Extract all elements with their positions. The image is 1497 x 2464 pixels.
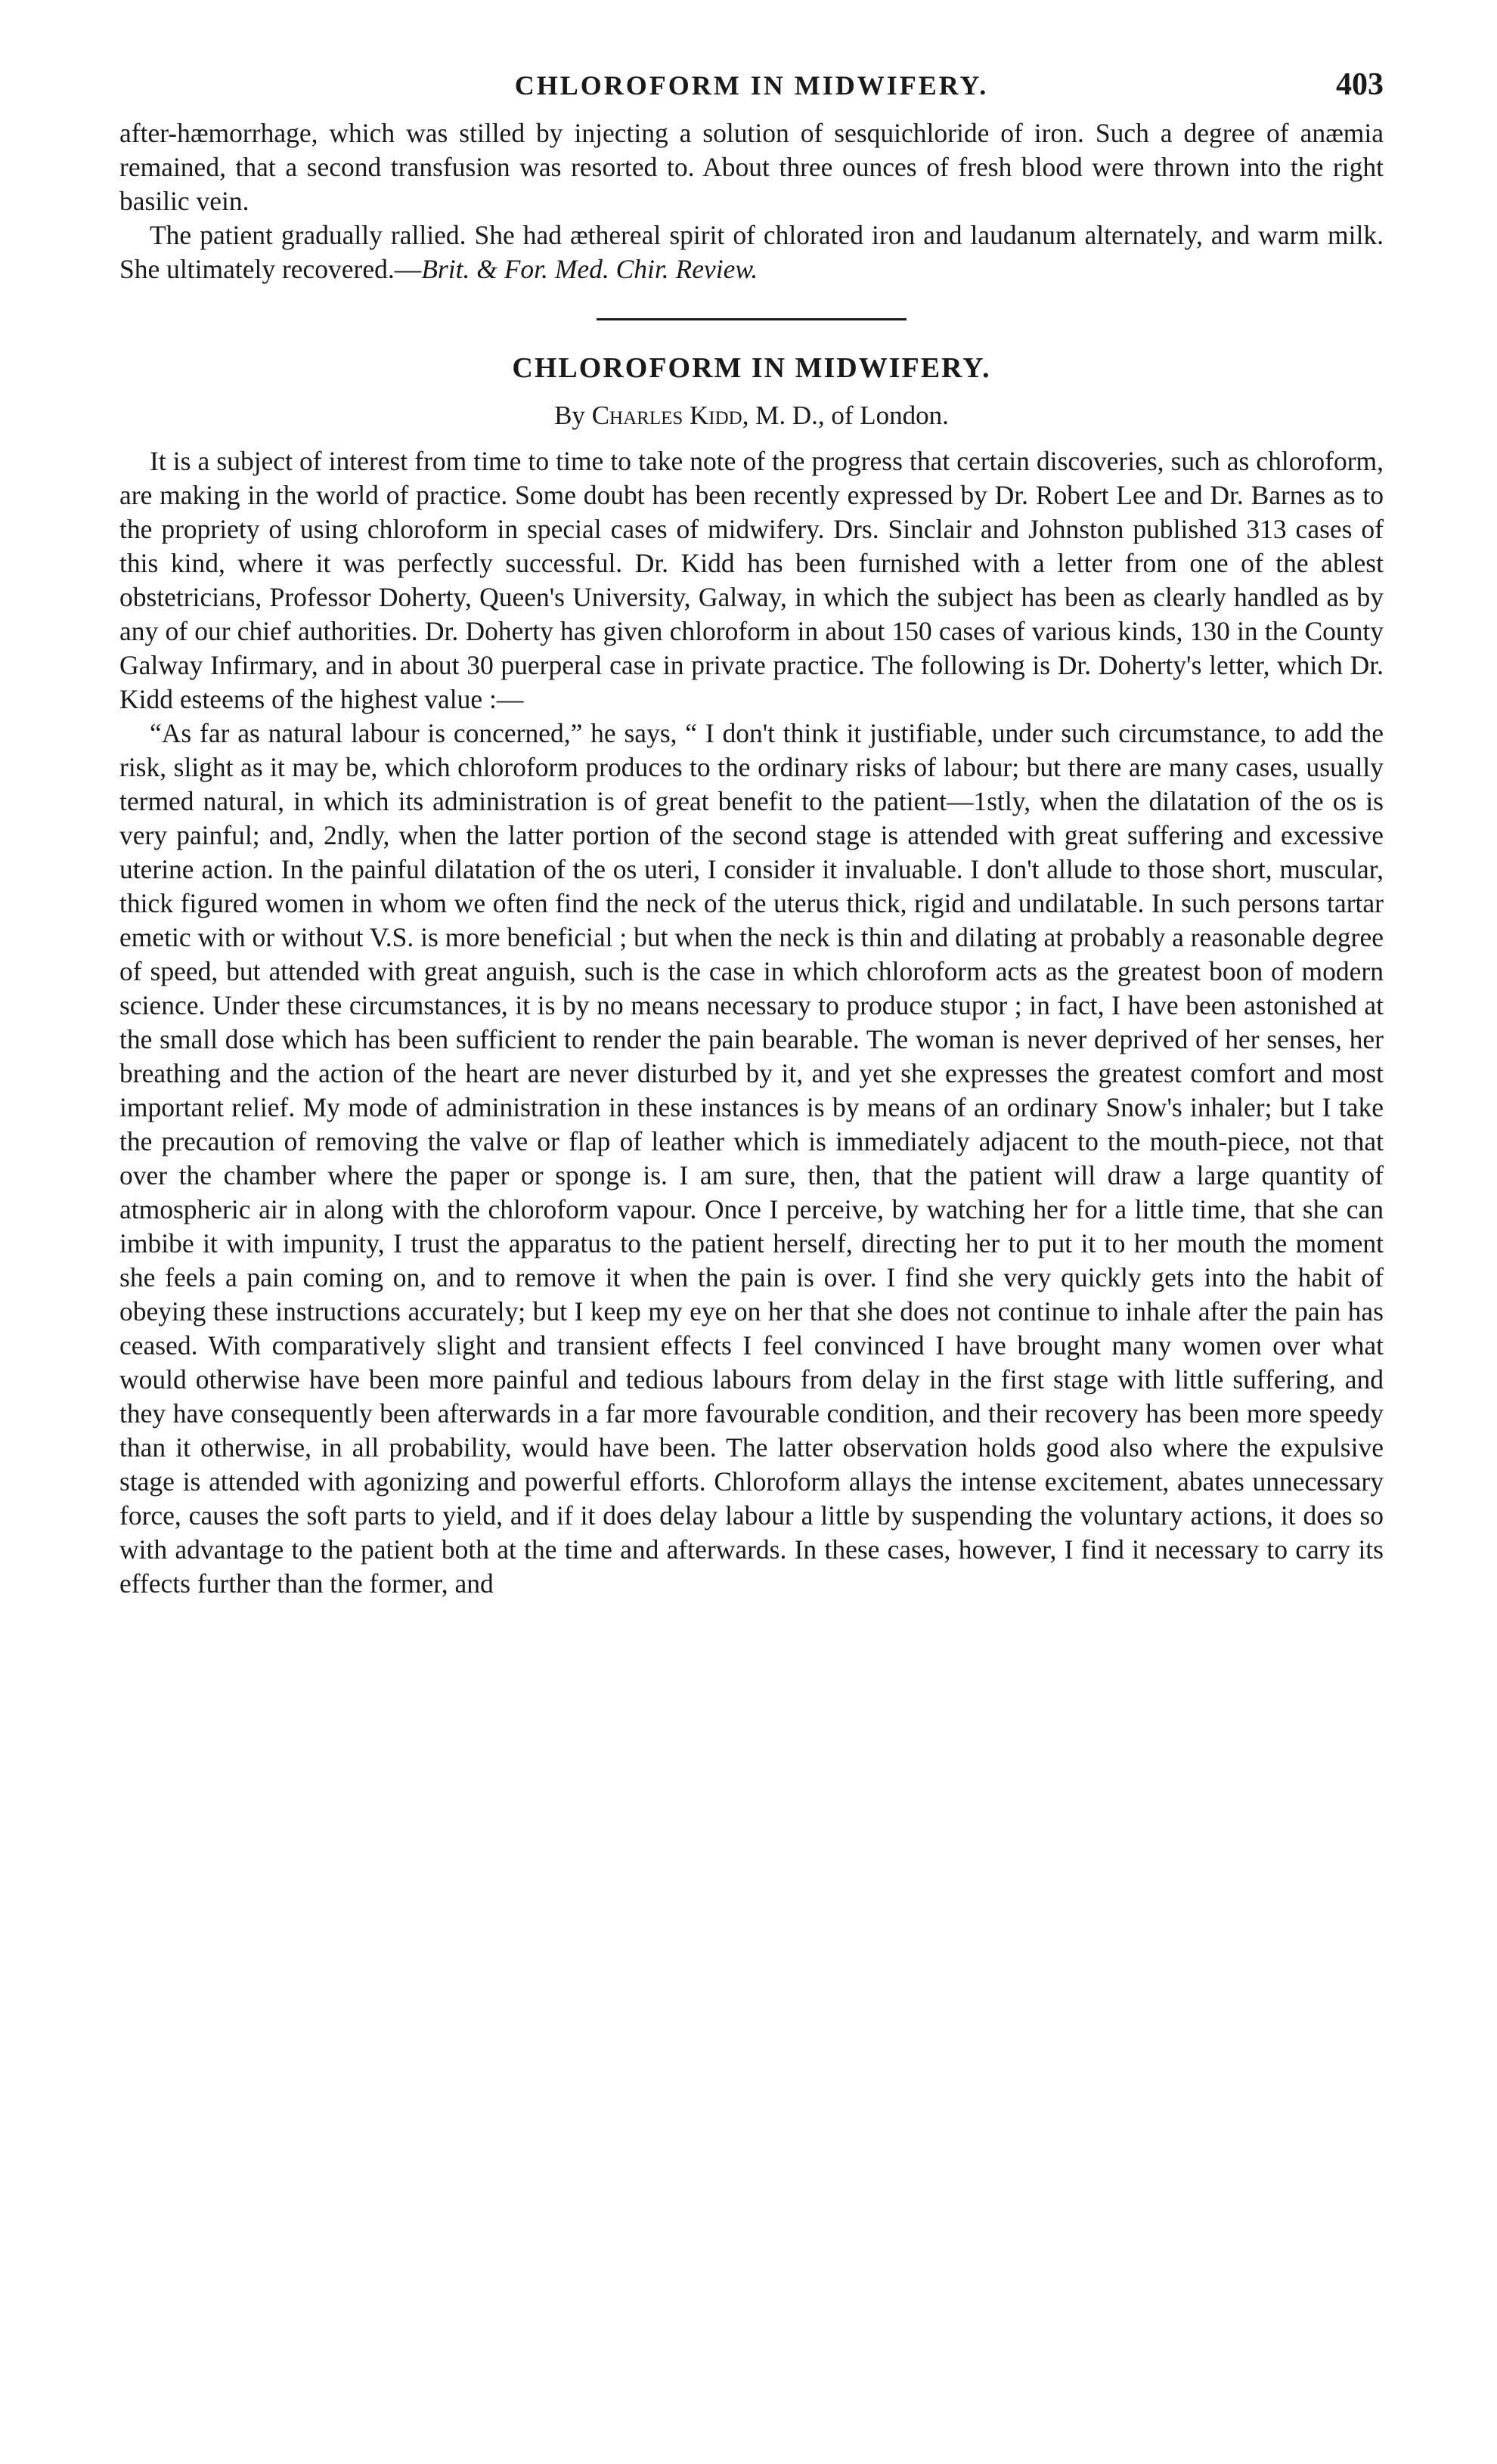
- article-title: CHLOROFORM IN MIDWIFERY.: [512, 352, 991, 384]
- section-divider: [597, 318, 907, 320]
- document-page: [119, 67, 1384, 1601]
- byline-prefix: By: [554, 401, 585, 430]
- source-citation: Brit. & For. Med. Chir. Review.: [421, 254, 758, 284]
- page-number: 403: [1336, 67, 1384, 102]
- paragraph-text: The patient gradually rallied. She had æthereal spirit of chlorated iron and laudanum alternately, and warm milk. She ultimately recovered.—: [119, 220, 1384, 284]
- byline: [119, 399, 1384, 432]
- running-header: [119, 67, 1384, 116]
- paragraph: after-hæmorrhage, which was stilled by injecting a solution of sesquichloride of iron. Such a degree of anæmia remained, that a second transfusion was resorted to. About three ounces of fresh blood were thrown into the right basilic vein.: [119, 118, 1384, 216]
- author-name: Charles Kidd: [591, 401, 742, 430]
- article: [119, 351, 1384, 1601]
- byline-suffix: , M. D., of London.: [742, 401, 949, 430]
- running-title: CHLOROFORM IN MIDWIFERY.: [514, 70, 989, 101]
- paragraph: It is a subject of interest from time to time to take note of the progress that certain discoveries, such as chloroform, are making in the world of practice. Some doubt has been recently expressed by Dr. Robert Lee and Dr. Barnes as to the propriety of using chloroform in special cases of midwifery. Drs. Sinclair and Johnston published 313 cases of this kind, where it was perfectly successful. Dr. Kidd has been furnished with a letter from one of the ablest obstetricians, Professor Doherty, Queen's University, Galway, in which the subject has been as clearly handled as by any of our chief authorities. Dr. Doherty has given chloroform in about 150 cases of various kinds, 130 in the County Galway Infirmary, and in about 30 puerperal case in private practice. The following is Dr. Doherty's letter, which Dr. Kidd esteems of the highest value :—: [119, 446, 1384, 714]
- paragraph-with-citation: [119, 218, 1384, 286]
- paragraph: “As far as natural labour is concerned,” he says, “ I don't think it justifiable, under such circumstance, to add the risk, slight as it may be, which chloroform produces to the ordinary risks of labour; but there are many cases, usually termed natural, in which its administration is of great benefit to the patient—1stly, when the dilatation of the os is very painful; and, 2ndly, when the latter portion of the second stage is attended with great suffering and excessive uterine action. In the painful dilatation of the os uteri, I consider it invaluable. I don't allude to those short, muscular, thick figured women in whom we often find the neck of the uterus thick, rigid and undilatable. In such persons tartar emetic with or without V.S. is more beneficial ; but when the neck is thin and dilating at probably a reasonable degree of speed, but attended with great anguish, such is the case in which chloroform acts as the greatest boon of modern science. Under these circumstances, it is by no means necessary to produce stupor ; in fact, I have been astonished at the small dose which has been sufficient to render the pain bearable. The woman is never deprived of her senses, her breathing and the action of the heart are never disturbed by it, and yet she expresses the greatest comfort and most important relief. My mode of administration in these instances is by means of an ordinary Snow's inhaler; but I take the precaution of removing the valve or flap of leather which is immediately adjacent to the mouth-piece, not that over the chamber where the paper or sponge is. I am sure, then, that the patient will draw a large quantity of atmospheric air in along with the chloroform vapour. Once I perceive, by watching her for a little time, that she can imbibe it with impunity, I trust the apparatus to the patient herself, directing her to put it to her mouth the moment she feels a pain coming on, and to remove it when the pain is over. I find she very quickly gets into the habit of obeying these instructions accurately; but I keep my eye on her that she does not continue to inhale after the pain has ceased. With comparatively slight and transient effects I feel convinced I have brought many women over what would otherwise have been more painful and tedious labours from delay in the first stage with little suffering, and they have consequently been afterwards in a far more favourable condition, and their recovery has been more speedy than it otherwise, in all probability, would have been. The latter observation holds good also where the expulsive stage is attended with agonizing and powerful efforts. Chloroform allays the intense excitement, abates unnecessary force, causes the soft parts to yield, and if it does delay labour a little by suspending the voluntary actions, it does so with advantage to the patient both at the time and afterwards. In these cases, however, I find it necessary to carry its effects further than the former, and: [119, 718, 1384, 1599]
- previous-article-ending: [119, 116, 1384, 286]
